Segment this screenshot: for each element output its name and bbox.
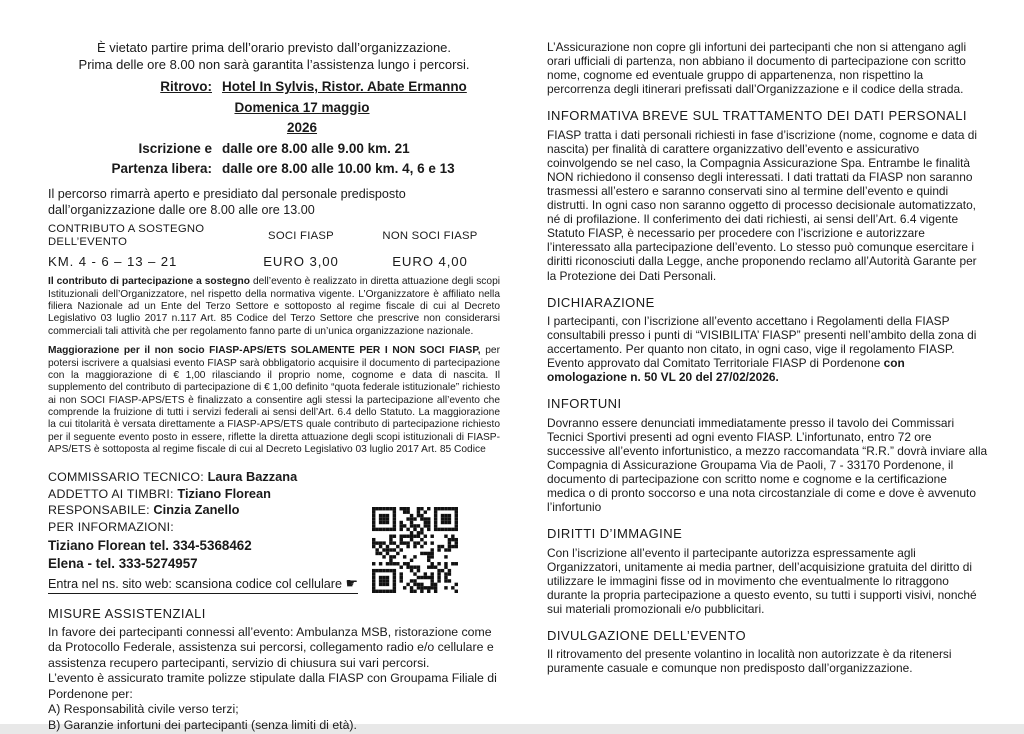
misure-line-1: In favore dei partecipanti connessi all’evento: Ambulanza MSB, ristorazione come da Protocollo Federale, assistenza sui percorsi, collegamento radio e/o cellulare e assistenza recupero partecipanti, servizio di chiusura sui vari percorsi. (48, 624, 494, 670)
misure-line-2: L’evento è assicurato tramite polizze stipulate dalla FIASP con Groupama Filiale di Pordenone per: (48, 671, 497, 701)
commissario-row (48, 469, 500, 486)
diritti-immagine-heading: DIRITTI D’IMMAGINE (547, 526, 683, 542)
timbri-name: Tiziano Florean (177, 485, 271, 501)
start-notice (48, 40, 500, 73)
event-date: Domenica 17 maggio 2026 (234, 99, 370, 136)
maggiorazione-lead: Maggiorazione per il non socio FIASP-APS/ETS SOLAMENTE PER I NON SOCI FIASP, (48, 345, 481, 357)
misure-line-4: B) Garanzie infortuni dei partecipanti (senza limiti di età). (48, 718, 357, 733)
infortuni-body: Dovranno essere denunciati immediatamente presso il tavolo dei Commissari Tecnici Sportivi presenti ad ogni evento FIASP. L’infortunato, entro 72 ore successive all’evento infortunistico, a mezzo raccomandata “R.R.” dovrà inviare alla Compagnia di Assicurazione Groupama Via de Paoli, 7 - 33170 Pordenone, il documento di partecipazione con scritto nome e cognome e la certificazione medica o di pronto soccorso e una nota circostanziale di come e dove è avvenuto l’infortunio (547, 415, 988, 515)
right-column (547, 40, 988, 724)
section-infortuni (547, 396, 988, 514)
assicurazione-paragraph: L’Assicurazione non copre gli infortuni dei partecipanti che non si attengano agli orari ufficiali di partenza, non abbiano il documento di partecipazione con scritto nome, cognome ed eventuale gruppo di appartenenza, non rispettino la percorrenza degli itinerari prefissati dall’Organizzazione e il codice della strada. (547, 40, 967, 97)
section-divulgazione (547, 628, 988, 675)
percorso-note: Il percorso rimarrà aperto e presidiato dal personale predisposto dall’organizzazione dalle ore 8.00 alle ore 13.00 (48, 186, 406, 218)
diritti-immagine-body: Con l’iscrizione all’evento il partecipante autorizza espressamente agli Organizzatori, unitamente ai media partner, dell’acquisizione gratuita del diritto di utilizzare le immagini fisse od in movimento che eventualmente lo ritraggono durante la propria partecipazione a questo evento, su tutti i supporti visivi, nonché sui materiali promozionali e/o pubblicitari. (547, 545, 977, 616)
dichiarazione-body: I partecipanti, con l’iscrizione all’evento accettano i Regolamenti della FIASP consultabili presso i punti di “VISIBILITA’ FIASP” presenti nell’ambito della zona di accertamento. Per quanto non citato, in ogni caso, vige il regolamento FIASP. Evento approvato dal Comitato Territoriale FIASP di Pordenone con omologazione n. 50 VL 20 del 27/02/2026. (547, 313, 977, 385)
fee-col-event-header (48, 223, 242, 249)
ritrovo-value: Hotel In Sylvis, Ristor. Abate Ermanno (222, 79, 467, 95)
schedule-block (48, 77, 500, 180)
responsabile-name: Cinzia Zanello (153, 502, 240, 518)
contributo-paragraph (48, 276, 500, 338)
divulgazione-heading: DIVULGAZIONE DELL’EVENTO (547, 628, 747, 643)
contributo-text: dell’evento è realizzato in diretta attuazione degli scopi Istituzionali dell’Organizzatore, nel rispetto della normativa vigente. L’Organizzatore è affiliato nella filiera Nazionale ad un Ente del Terzo Settore e sottoposto al regime fiscale di cui al Decreto Legislativo 03 luglio 2017 n.117 Art. 85 Codice del Terzo Settore che prescrive non considerarsi commerciali tali attività che per regolamento fanno parte di un’unica organizzazione nazionale. (48, 276, 500, 337)
iscrizione-value: dalle ore 8.00 alle 9.00 km. 21 (222, 140, 410, 156)
contributo-lead: Il contributo di partecipazione a sostegno (48, 276, 251, 288)
notice-line-1: È vietato partire prima dell’orario previsto dall’organizzazione. (96, 40, 452, 55)
misure-section (48, 606, 500, 733)
notice-line-2: Prima delle ore 8.00 non sarà garantita l’assistenza lungo i percorsi. (78, 56, 470, 72)
infortuni-heading: INFORTUNI (547, 396, 622, 412)
fee-col-event-line2: DELL’EVENTO (48, 236, 128, 249)
maggiorazione-text: per potersi iscrivere a qualsiasi evento FIASP sarà obbligatorio acquisire il documento di partecipazione con la maggiorazione di € 1,00 rilasciando il proprio nome, cognome e data di nascita. Il supplemento del contributo di partecipazione di € 1,00 definito “quota federale istituzionale” richiesto ai non SOCI FIASP-APS/ETS è finalizzato a consentire agli stessi la partecipazione all’evento che comprende la fruizione di tutti i servizi federali ai sensi dell’Art. 6.4 dello Statuto. La maggiorazione la cui titolarità è versata direttamente a FIASP-APS/ETS quale contributo di partecipazione richiesto per il seguente evento posto in essere, riflette la diretta attuazione degli scopi istituzionali di FIASP-APS/ETS è sottoposta al regime fiscale di cui al Decreto Legislativo 03 luglio 2017 Art. 85 Codice (48, 345, 500, 455)
misure-line-3: A) Responsabilità civile verso terzi; (48, 702, 239, 717)
responsabile-label: RESPONSABILE: (48, 503, 150, 518)
timbri-label: ADDETTO AI TIMBRI: (48, 486, 174, 501)
fee-row-non-soci-fee: EURO 4,00 (392, 254, 468, 270)
section-informativa (547, 108, 988, 282)
timbri-row (48, 486, 500, 503)
commissario-name: Laura Bazzana (207, 469, 298, 485)
schedule-row-iscrizione (48, 139, 500, 160)
commissario-label: COMMISSARIO TECNICO: (48, 470, 204, 485)
info-label-row: PER INFORMAZIONI: (48, 519, 174, 534)
section-dichiarazione (547, 295, 988, 385)
fee-col-non-soci-header: NON SOCI FIASP (382, 229, 478, 242)
fee-table (48, 223, 500, 269)
dichiarazione-heading: DICHIARAZIONE (547, 294, 655, 310)
qr-code (372, 507, 458, 593)
phone-2: Elena - tel. 333-5274957 (48, 555, 198, 571)
informativa-body: FIASP tratta i dati personali richiesti in fase d’iscrizione (nome, cognome e data di nascita) per finalità di carattere organizzativo dell’evento e assicurativo coinvolgendo se nel caso, la Compagnia Assicurazione Spa. Entrambe le finalità NON richiedono il consenso degli interessati. I dati trattati da FIASP non saranno trasmessi all’estero e saranno conservati sino al termine dell’evento e quindi distrutti. In ogni caso non saranno oggetto di processo decisionale automatizzato, né di profilazione. Il conferimento dei dati richiesti, ai sensi dell’Art. 6.4 vigente Statuto FIASP, è necessario per procedere con l’iscrizione e autorizzare l’interessato alla partecipazione dell’evento. Lo stesso può comunque esercitare i diritti riconosciuti dalla Legge, anche proponendo reclamo all’Autorità Garante per la Protezione dei Dati Personali. (547, 127, 978, 283)
informativa-heading: INFORMATIVA BREVE SUL TRATTAMENTO DEI DATI PERSONALI (547, 108, 967, 124)
fee-row-km: KM. 4 - 6 – 13 – 21 (48, 254, 178, 270)
misure-heading: MISURE ASSISTENZIALI (48, 606, 206, 622)
partenza-label: Partenza libera: (111, 161, 212, 177)
date-spacer (48, 98, 212, 139)
section-diritti-immagine (547, 526, 988, 616)
officials-block (48, 469, 500, 594)
omologazione-text: con omologazione n. 50 VL 20 del 27/02/2026. (547, 356, 905, 385)
partenza-value: dalle ore 8.00 alle 10.00 km. 4, 6 e 13 (222, 161, 455, 177)
iscrizione-label: Iscrizione e (138, 140, 212, 156)
schedule-row-partenza (48, 159, 500, 180)
fee-row-soci-fee: EURO 3,00 (263, 254, 339, 270)
qr-caption: Entra nel ns. sito web: scansiona codice col cellulare ☛ (48, 575, 358, 594)
pointing-hand-icon: ☛ (345, 575, 359, 592)
fee-col-soci-header: SOCI FIASP (268, 229, 334, 242)
schedule-row-date (48, 98, 500, 139)
maggiorazione-paragraph (48, 345, 500, 456)
left-column (48, 40, 500, 733)
divulgazione-body: Il ritrovamento del presente volantino in località non autorizzate è da ritenersi puramente casuale e comunque non predisposto dall’organizzazione. (547, 647, 952, 676)
qr-code-image (372, 507, 458, 593)
ritrovo-label: Ritrovo: (160, 79, 212, 95)
misure-body (48, 625, 500, 734)
schedule-row-ritrovo (48, 77, 500, 98)
phone-1: Tiziano Florean tel. 334-5368462 (48, 538, 252, 554)
fee-col-event-line1: CONTRIBUTO A SOSTEGNO (48, 223, 205, 236)
